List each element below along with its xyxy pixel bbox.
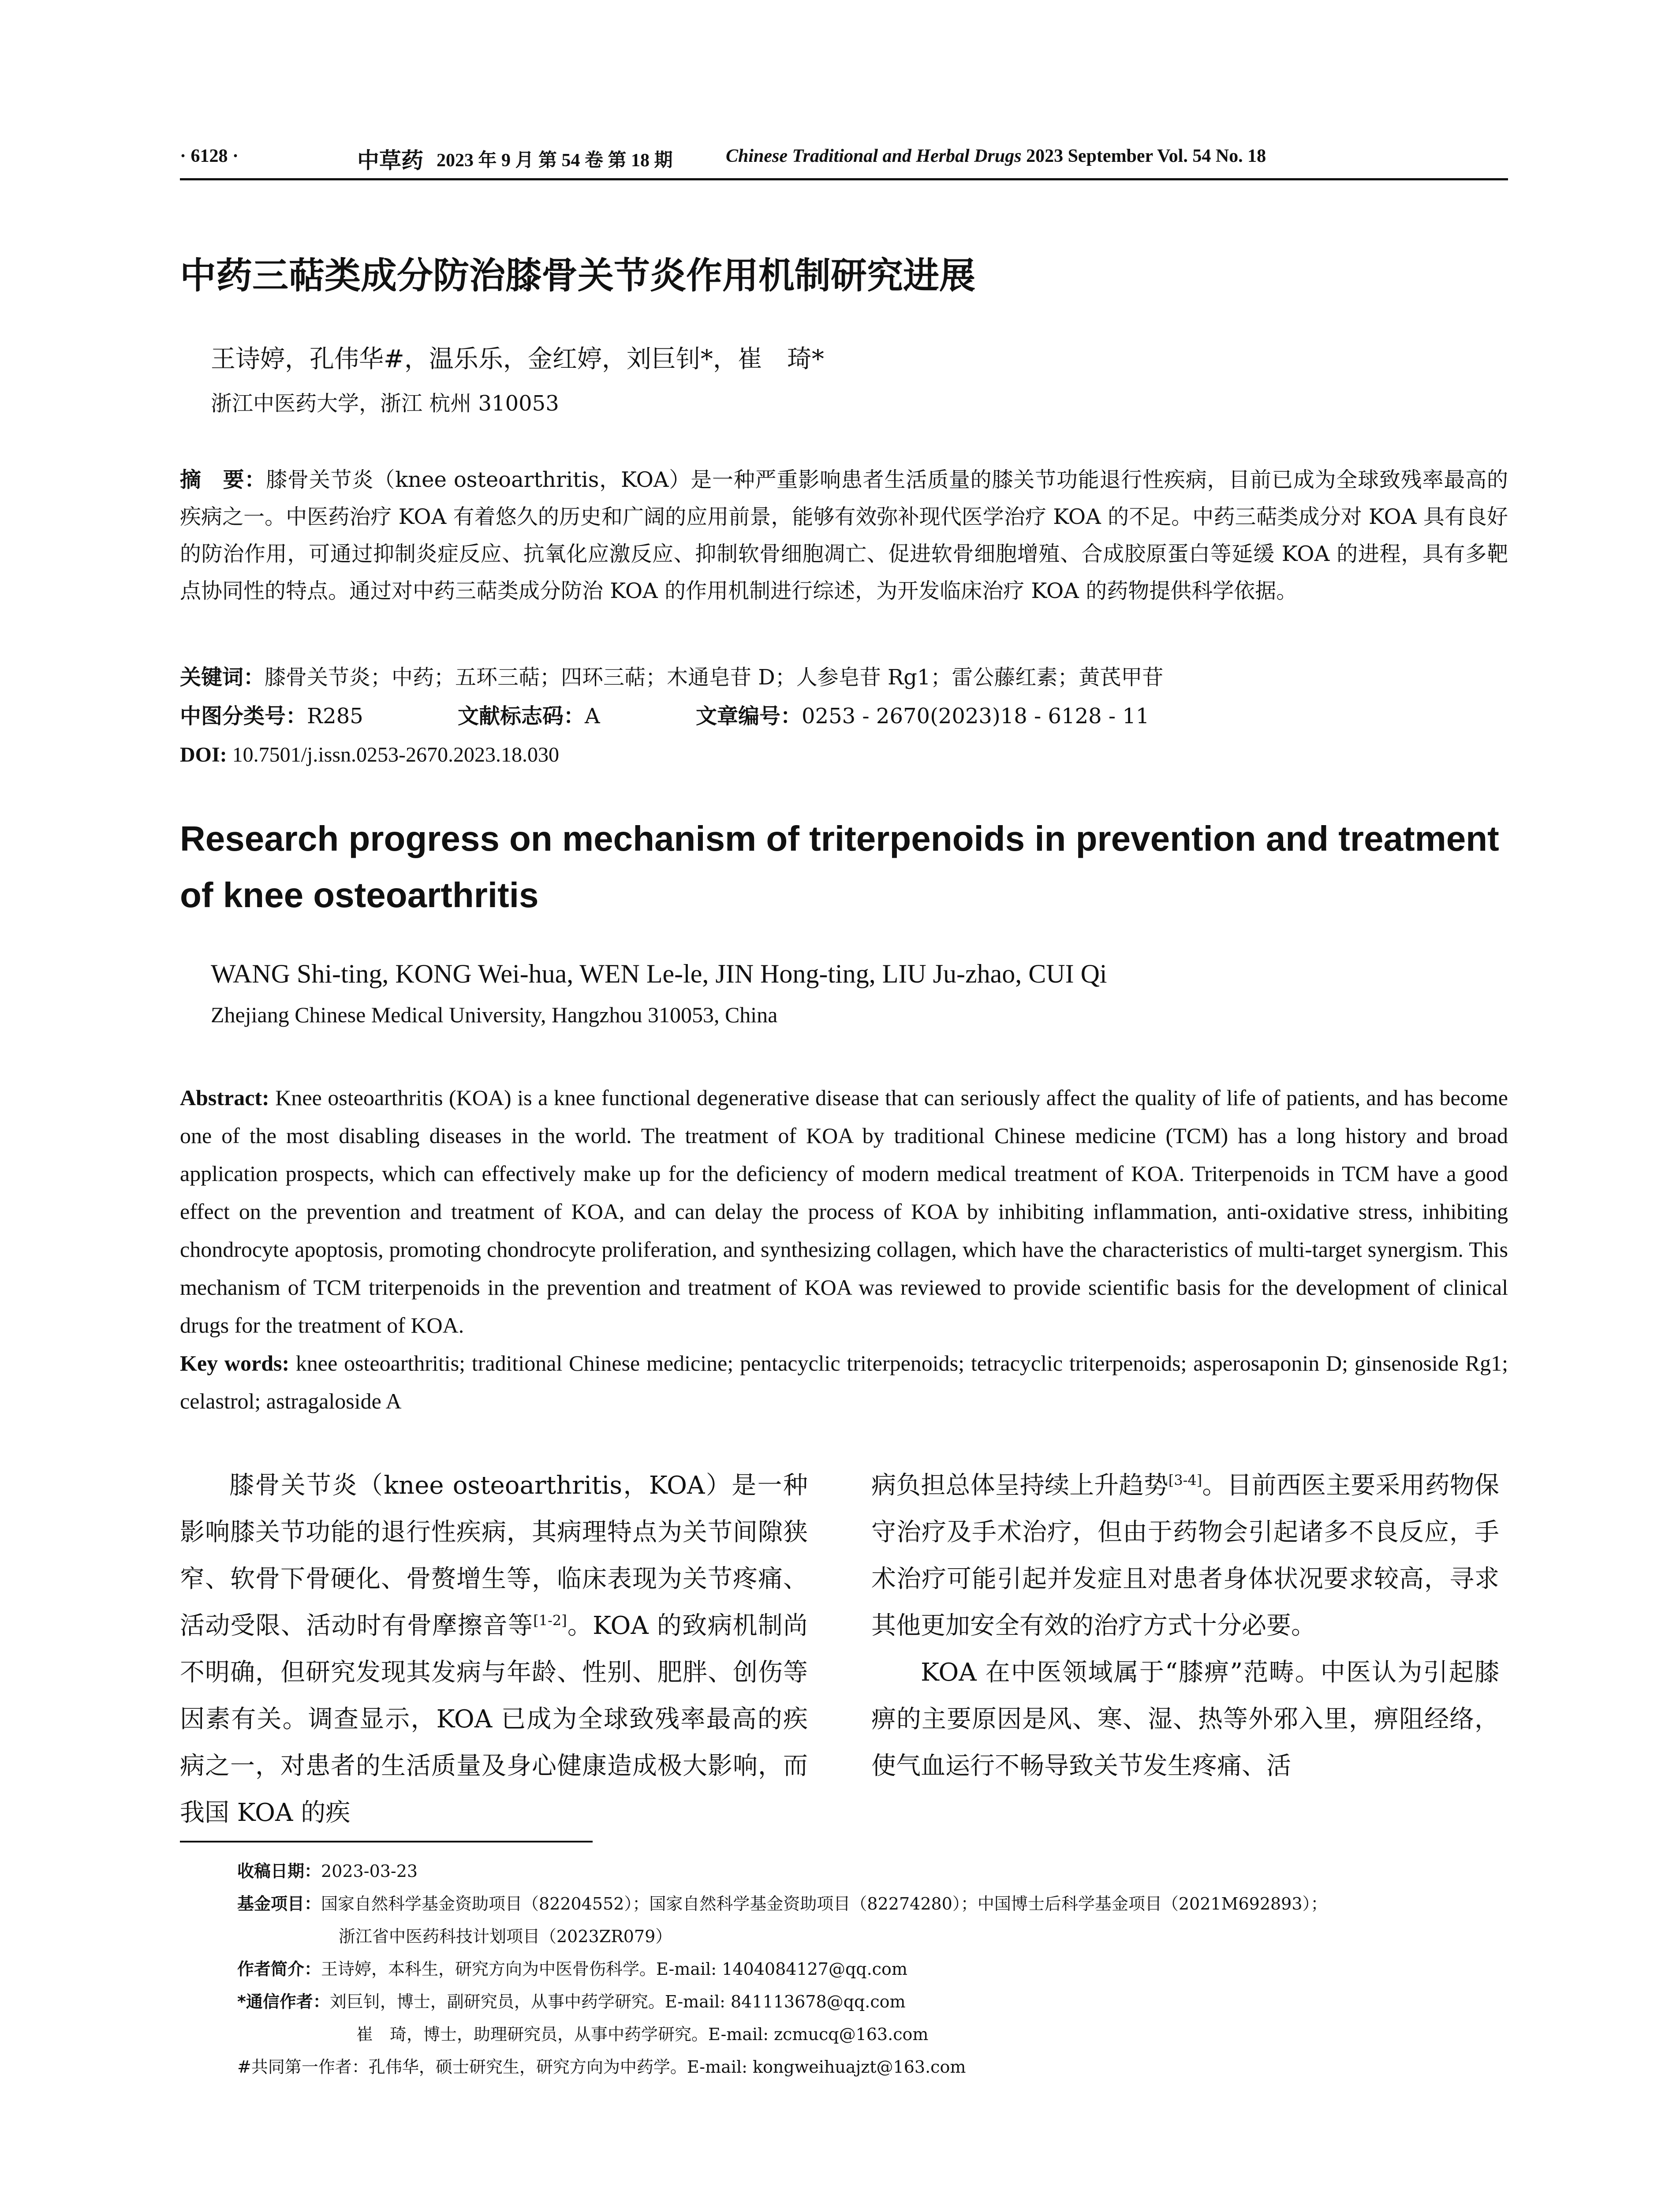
issue-info-en-detail: 2023 September Vol. 54 No. 18 [1021, 146, 1266, 166]
footnote-text: 王诗婷，本科生，研究方向为中医骨伤科学。E-mail: 1404084127@qq.com [321, 1959, 907, 1979]
en-keywords-label: Key words: [180, 1351, 290, 1375]
journal-logo: 中草药 [357, 148, 423, 173]
doi-label: DOI: [180, 743, 227, 766]
cn-classification [180, 698, 1508, 735]
footnote-text: 国家自然科学基金资助项目（82204552）；国家自然科学基金资助项目（82274280）；中国博士后科学基金项目（2021M692893）； [321, 1894, 1328, 1913]
cn-authors: 王诗婷，孔伟华#，温乐乐，金红婷，刘巨钊*，崔 琦* [211, 345, 824, 374]
footnote-received [180, 1855, 1508, 1887]
footnote-rule [180, 1841, 593, 1842]
body-text: 。目前西医主要采用药物保守治疗及手术治疗，但由于药物会引起诸多不良反应，手术治疗可能引起并发症且对患者身体状况要求较高，寻求其他更加安全有效的治疗方式十分必要。 [871, 1471, 1500, 1640]
cn-affiliation: 浙江中医药大学，浙江 杭州 310053 [211, 391, 559, 416]
en-authors: WANG Shi-ting, KONG Wei-hua, WEN Le-le, JIN Hong-ting, LIU Ju-zhao, CUI Qi [211, 959, 1107, 988]
footnote-cofirst: #共同第一作者：孔伟华，硕士研究生，研究方向为中药学。E-mail: kongweihuajzt@163.com [237, 2057, 966, 2077]
doi [180, 736, 1508, 774]
header-rule [180, 178, 1508, 180]
footnote-label: 收稿日期： [237, 1861, 321, 1881]
en-abstract [180, 1079, 1508, 1344]
cn-keywords-label: 关键词： [180, 665, 265, 690]
doccode-value: A [585, 704, 600, 729]
footnote-fund [180, 1887, 1508, 1920]
body-text: 病负担总体呈持续上升趋势 [871, 1471, 1169, 1500]
issue-info-en [726, 146, 1266, 167]
footnote-fund-cont: 浙江省中医药科技计划项目（2023ZR079） [339, 1927, 672, 1946]
en-title: Research progress on mechanism of triterpenoids in prevention and treatment of knee osteoarthritis [180, 819, 1499, 915]
en-affiliation: Zhejiang Chinese Medical University, Hangzhou 310053, China [211, 1002, 778, 1027]
footnote-label: 作者简介： [237, 1959, 321, 1979]
footnote-corresponding-cont: 崔 琦，博士，助理研究员，从事中药学研究。E-mail: zcmucq@163.com [356, 2025, 929, 2044]
footnote-text: 刘巨钊，博士，副研究员，从事中药学研究。E-mail: 841113678@qq.com [329, 1992, 906, 2011]
cn-abstract [180, 461, 1508, 609]
doi-value: 10.7501/j.issn.0253-2670.2023.18.030 [227, 743, 560, 766]
doccode-label: 文献标志码： [458, 704, 585, 729]
body-paragraph: KOA 在中医领域属于“膝痹”范畴。中医认为引起膝痹的主要原因是风、寒、湿、热等外邪入里，痹阻经络，使气血运行不畅导致关节发生疼痛、活 [871, 1658, 1499, 1780]
footnote-label: 基金项目： [237, 1894, 321, 1913]
body-column-right [871, 1462, 1499, 1790]
page-number: · 6128 · [180, 146, 239, 166]
en-keywords [180, 1344, 1508, 1420]
cn-abstract-text: 膝骨关节炎（knee osteoarthritis，KOA）是一种严重影响患者生活质量的膝关节功能退行性疾病，目前已成为全球致残率最高的疾病之一。中医药治疗 KOA 有着悠久的历史和广阔的应用前景，能够有效弥补现代医学治疗 KOA 的不足。中药三萜类成分对 KOA 具有良好的防治作用，可通过抑制炎症反应、抗氧化应激反应、抑制软骨细胞凋亡、促进软骨细胞增殖、合成胶原蛋白等延缓 KOA 的进程，具有多靶点协同性的特点。通过对中药三萜类成分防治 KOA 的作用机制进行综述，为开发临床治疗 KOA 的药物提供科学依据。 [180, 467, 1508, 603]
article-label: 文章编号： [696, 704, 802, 729]
en-keywords-text: knee osteoarthritis; traditional Chinese medicine; pentacyclic triterpenoids; tetracyclic triterpenoids; asperosaponin D; ginsenoside Rg1; celastrol; astragaloside A [180, 1351, 1508, 1413]
body-column-left [180, 1462, 808, 1836]
en-abstract-label: Abstract: [180, 1085, 269, 1110]
class-label: 中图分类号： [180, 704, 307, 729]
footnotes [180, 1855, 1508, 2083]
cn-abstract-label: 摘 要： [180, 467, 266, 492]
cn-title: 中药三萜类成分防治膝骨关节炎作用机制研究进展 [180, 255, 976, 297]
footnote-corresponding [180, 1985, 1508, 2018]
en-abstract-text: Knee osteoarthritis (KOA) is a knee functional degenerative disease that can seriously affect the quality of life of patients, and has become one of the most disabling diseases in the world. The treatment of KOA by traditional Chinese medicine (TCM) has a long history and broad application prospects, which can effectively make up for the deficiency of modern medical treatment of KOA. Triterpenoids in TCM have a good effect on the prevention and treatment of KOA, and can delay the process of KOA by inhibiting inflammation, anti-oxidative stress, inhibiting chondrocyte apoptosis, promoting chondrocyte proliferation, and synthesizing collagen, which have the characteristics of multi-target synergism. This mechanism of TCM triterpenoids in the prevention and treatment of KOA was reviewed to provide scientific basis for the development of clinical drugs for the treatment of KOA. [180, 1085, 1508, 1338]
footnote-label: *通信作者： [237, 1992, 330, 2011]
cn-keywords-text: 膝骨关节炎；中药；五环三萜；四环三萜；木通皂苷 D；人参皂苷 Rg1；雷公藤红素；黄芪甲苷 [265, 665, 1164, 690]
citation[interactable]: [3-4] [1168, 1472, 1202, 1489]
footnote-author [180, 1953, 1508, 1985]
cn-keywords [180, 659, 1508, 696]
citation[interactable]: [1-2] [533, 1612, 567, 1629]
footnote-text: 2023-03-23 [321, 1861, 418, 1881]
journal-name-en: Chinese Traditional and Herbal Drugs [726, 146, 1022, 166]
body-text: 。KOA 的致病机制尚不明确，但研究发现其发病与年龄、性别、肥胖、创伤等因素有关。调查显示，KOA 已成为全球致残率最高的疾病之一，对患者的生活质量及身心健康造成极大影响，而我国 KOA 的疾 [180, 1611, 808, 1827]
class-value: R285 [307, 704, 363, 729]
article-value: 0253 - 2670(2023)18 - 6128 - 11 [802, 704, 1150, 729]
body-paragraph [871, 1462, 1499, 1649]
running-header [180, 146, 1508, 174]
body-paragraph [180, 1462, 808, 1836]
issue-info-cn: 2023 年 9 月 第 54 卷 第 18 期 [437, 150, 673, 171]
body-text: 膝骨关节炎（knee osteoarthritis，KOA）是一种影响膝关节功能的退行性疾病，其病理特点为关节间隙狭窄、软骨下骨硬化、骨赘增生等，临床表现为关节疼痛、活动受限、活动时有骨摩擦音等 [180, 1471, 808, 1640]
